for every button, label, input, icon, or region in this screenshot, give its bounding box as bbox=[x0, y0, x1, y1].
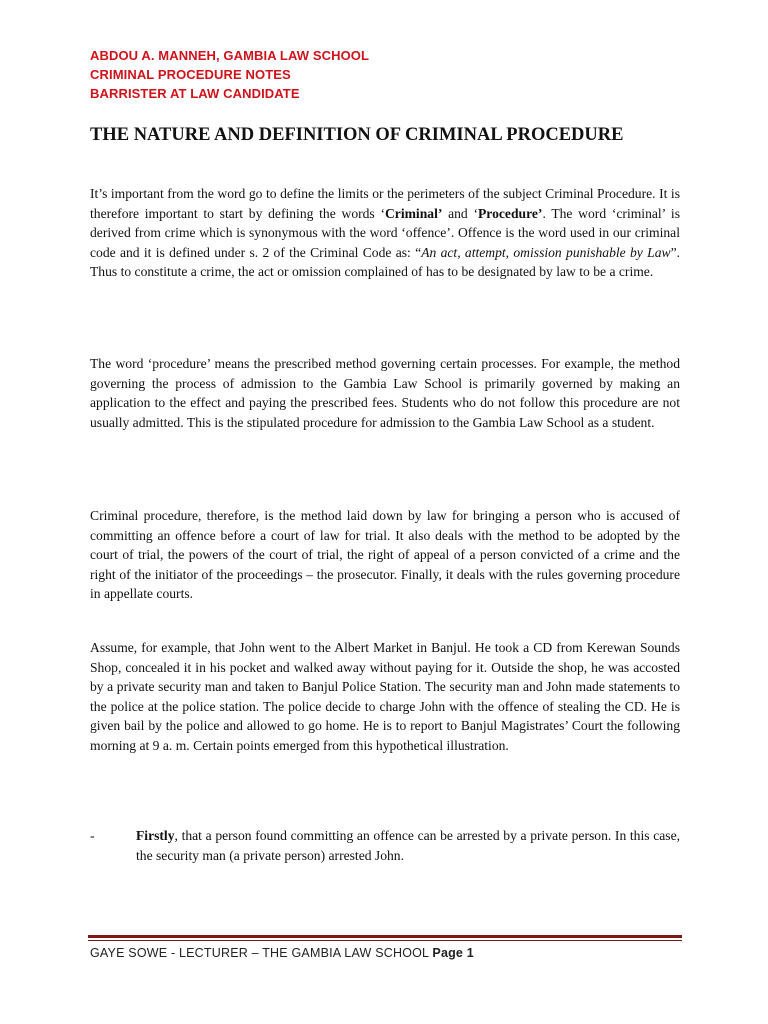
footer-rule-thin bbox=[88, 940, 682, 941]
paragraph-definition bbox=[90, 184, 680, 282]
bold-term-procedure: Procedure’ bbox=[478, 205, 543, 221]
text-run: . The word ‘criminal’ is derived from crime which is synonymous with the word ‘offence’. Offence is the word used in our criminal code and it is defined under s. 2 of the Criminal Code as: “ bbox=[90, 205, 680, 260]
bold-term-criminal: Criminal’ bbox=[384, 205, 443, 221]
paragraph-illustration: Assume, for example, that John went to the Albert Market in Banjul. He took a CD from Kerewan Sounds Shop, concealed it in his pocket and walked away without paying for it. Outside the shop, he was accosted by a private security man and taken to Banjul Police Station. The security man and John made statements to the police at the police station. The police decide to charge John with the offence of stealing the CD. He is given bail by the police and allowed to go home. He is to report to Banjul Magistrates’ Court the following morning at 9 a. m. Certain points emerged from this hypothetical illustration. bbox=[90, 640, 680, 753]
page-number: Page 1 bbox=[432, 946, 474, 960]
paragraph-procedure: The word ‘procedure’ means the prescribed method governing certain processes. For example, the method governing the process of admission to the Gambia Law School is primarily governed by making an application to the effect and paying the prescribed fees. Students who do not follow this procedure are not usually admitted. This is the stipulated procedure for admission to the Gambia Law School as a student. bbox=[90, 356, 680, 430]
bullet-dash: - bbox=[90, 828, 95, 843]
document-title: THE NATURE AND DEFINITION OF CRIMINAL PROCEDURE bbox=[90, 125, 624, 145]
header-line-status: BARRISTER AT LAW CANDIDATE bbox=[90, 86, 300, 101]
header-line-course: CRIMINAL PROCEDURE NOTES bbox=[90, 67, 291, 82]
bullet-bold-lead: Firstly bbox=[136, 828, 175, 843]
bullet-text bbox=[136, 826, 680, 865]
paragraph-criminal-procedure: Criminal procedure, therefore, is the method laid down by law for bringing a person who is accused of committing an offence before a court of law for trial. It also deals with the method to be adopted by the court of trial, the powers of the court of trial, the right of appeal of a person convicted of a crime and the right of the initiator of the proceedings – the prosecutor. Finally, it deals with the rules governing procedure in appellate courts. bbox=[90, 508, 680, 602]
page-footer bbox=[90, 944, 474, 962]
footer-lecturer: GAYE SOWE - LECTURER – THE GAMBIA LAW SCHOOL bbox=[90, 946, 433, 960]
author-header bbox=[90, 46, 369, 103]
header-line-author: ABDOU A. MANNEH, GAMBIA LAW SCHOOL bbox=[90, 48, 370, 63]
text-run: and ‘ bbox=[442, 205, 478, 221]
text-run: ”. Thus to constitute a crime, the act or omission complained of has to be designated by law to be a crime. bbox=[90, 244, 680, 280]
footer-rule-thick bbox=[88, 935, 682, 938]
text-run: It’s important from the word go to define the limits or the perimeters of the subject Criminal Procedure. It is therefore important to start by defining the words ‘ bbox=[90, 186, 680, 221]
italic-quote: An act, attempt, omission punishable by Law bbox=[421, 244, 671, 260]
text-run: , that a person found committing an offence can be arrested by a private person. In this case, the security man (a private person) arrested John. bbox=[136, 828, 680, 863]
